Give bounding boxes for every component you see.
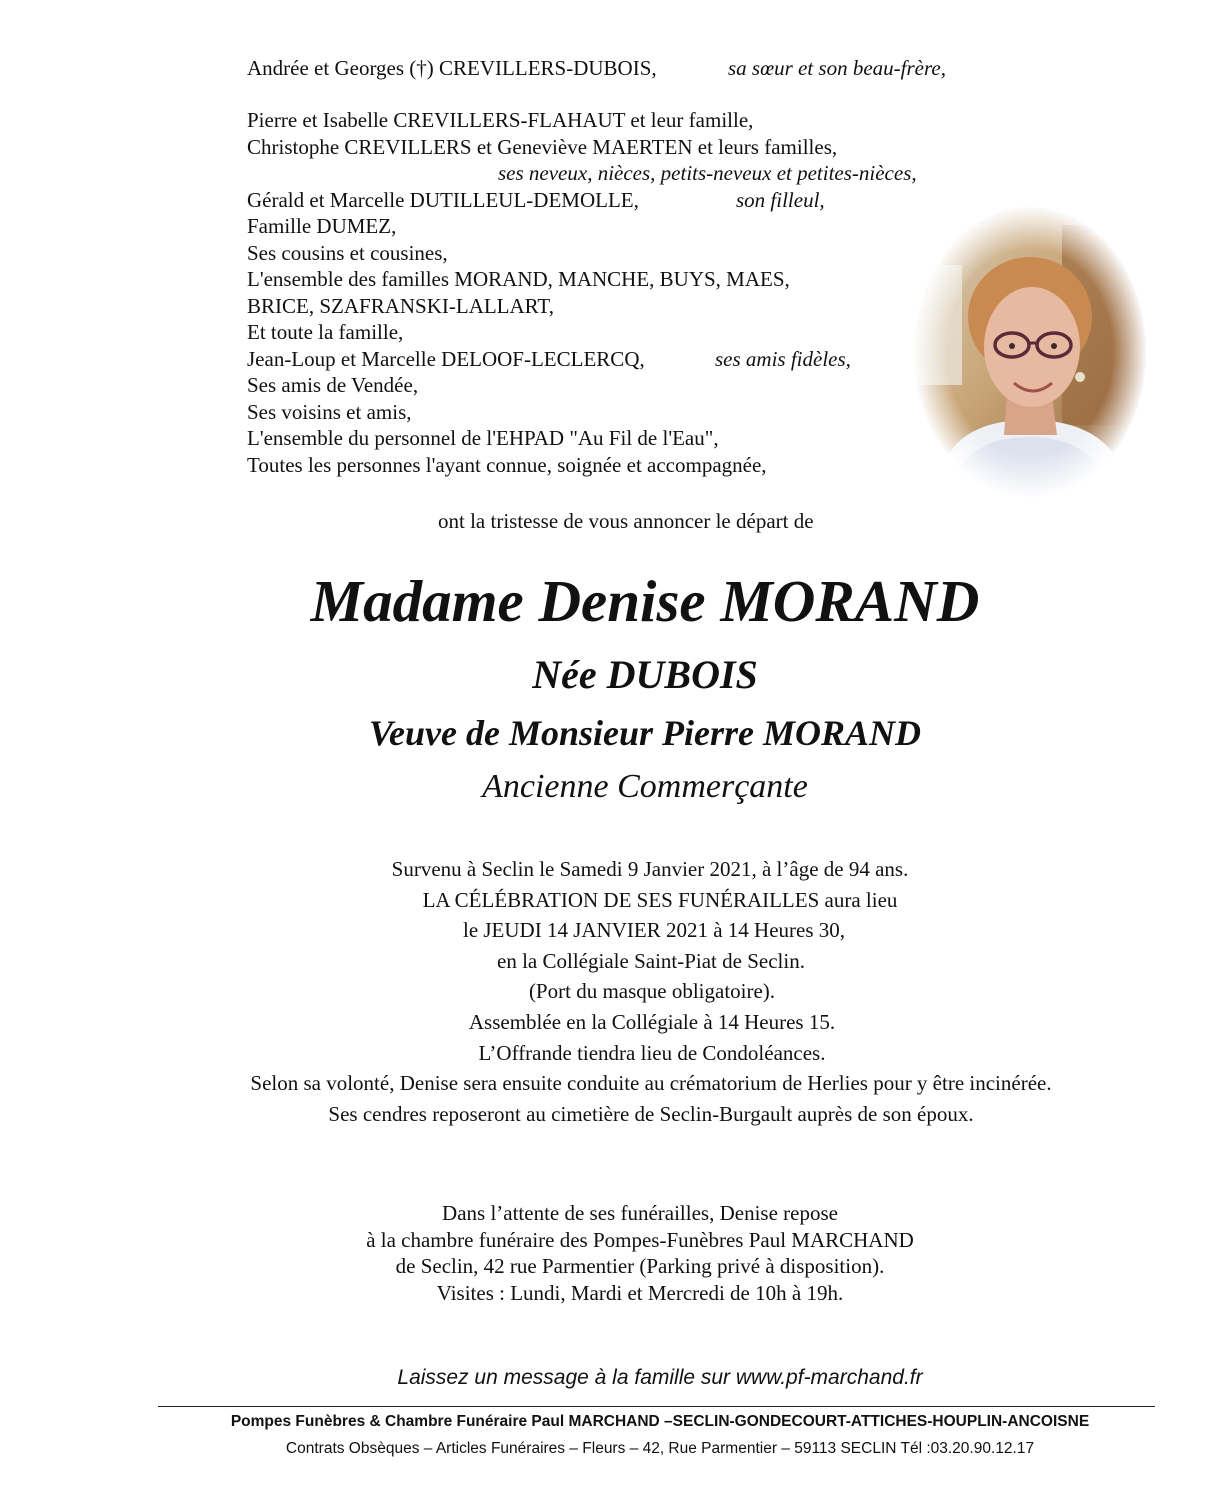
detail-line: Assemblée en la Collégiale à 14 Heures 15. [468,1010,836,1034]
footer-contact: Contrats Obsèques – Articles Funéraires – Fleurs – 42, Rue Parmentier – 59113 SECLIN Tél :03.20.90.12.17 [285,1440,1035,1457]
repose-line: Visites : Lundi, Mardi et Mercredi de 10h à 19h. [436,1280,844,1305]
family-line [247,55,657,82]
family-line: Toutes les personnes l'ayant connue, soignée et accompagnée, [247,452,767,477]
family-relation: son filleul, [736,187,825,212]
repose-line: de Seclin, 42 rue Parmentier (Parking privé à disposition). [395,1254,885,1278]
family-line: Ses voisins et amis, [247,399,412,424]
family-line: Christophe CREVILLERS et Geneviève MAERTEN et leurs familles, [247,134,838,159]
repose-line: Dans l’attente de ses funérailles, Denise repose [442,1201,838,1225]
family-relation: ses neveux, nièces, petits-neveux et petites-nièces, [498,161,917,185]
family-line: Et toute la famille, [247,320,404,344]
detail-line: (Port du masque obligatoire). [528,979,776,1004]
detail-line: en la Collégiale Saint-Piat de Seclin. [497,948,805,973]
family-line: Famille DUMEZ, [247,214,397,238]
family-line: Ses cousins et cousines, [247,240,448,265]
deceased-name: Madame Denise MORAND [310,568,980,634]
detail-line: Ses cendres reposeront au cimetière de Seclin-Burgault auprès de son époux. [328,1101,974,1126]
detail-line: Selon sa volonté, Denise sera ensuite conduite au crématorium de Herlies pour y être incinérée. [250,1071,1052,1096]
detail-line: LA CÉLÉBRATION DE SES FUNÉRAILLES aura lieu [422,887,898,912]
widow-of: Veuve de Monsieur Pierre MORAND [368,713,921,753]
family-line: Jean-Loup et Marcelle DELOOF-LECLERCQ, [247,346,645,371]
family-relation: sa sœur et son beau-frère, [728,56,946,80]
footer-divider [158,1406,1155,1407]
detail-line: le JEUDI 14 JANVIER 2021 à 14 Heures 30, [462,918,846,943]
repose-line: à la chambre funéraire des Pompes-Funèbres Paul MARCHAND [366,1227,914,1252]
maiden-name: Née DUBOIS [532,652,758,697]
footer-company: Pompes Funèbres & Chambre Funéraire Paul MARCHAND –SECLIN-GONDECOURT-ATTICHES-HOUPLIN-ANCOISNE [230,1413,1090,1430]
portrait-photo [912,205,1148,499]
family-line: L'ensemble du personnel de l'EHPAD "Au Fil de l'Eau", [247,426,719,450]
portrait-photo-icon [912,205,1148,499]
family-name: Andrée et Georges (†) CREVILLERS-DUBOIS, [247,56,657,80]
family-line: Pierre et Isabelle CREVILLERS-FLAHAUT et leur famille, [247,108,754,132]
occupation: Ancienne Commerçante [482,768,808,805]
detail-line: Survenu à Seclin le Samedi 9 Janvier 2021, à l’âge de 94 ans. [391,857,909,881]
family-line: BRICE, SZAFRANSKI-LALLART, [247,293,554,318]
announcement: ont la tristesse de vous annoncer le départ de [438,509,814,533]
family-line: L'ensemble des familles MORAND, MANCHE, BUYS, MAES, [247,267,790,291]
family-relation: ses amis fidèles, [715,346,851,371]
family-line: Ses amis de Vendée, [247,373,419,397]
detail-line: L’Offrande tiendra lieu de Condoléances. [478,1040,826,1065]
website-message: Laissez un message à la famille sur www.pf-marchand.fr [397,1366,923,1389]
family-line: Gérald et Marcelle DUTILLEUL-DEMOLLE, [247,187,639,212]
